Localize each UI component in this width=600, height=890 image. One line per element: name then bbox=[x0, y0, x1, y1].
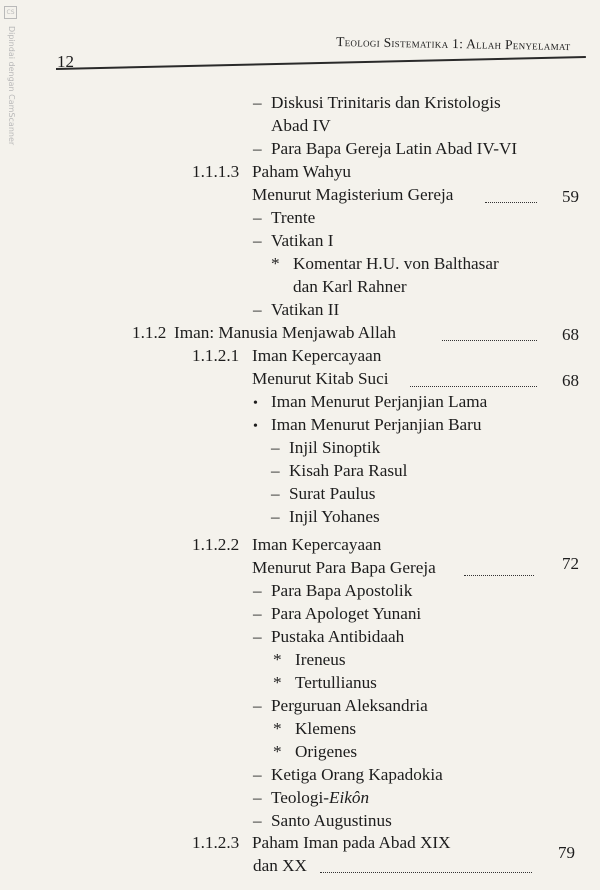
toc-entry-text: Para Apologet Yunani bbox=[271, 604, 422, 623]
toc-entry-text: Iman: Manusia Menjawab Allah bbox=[174, 323, 396, 342]
toc-entry-text: Iman Menurut Perjanjian Baru bbox=[271, 415, 482, 434]
toc-entry bbox=[253, 580, 412, 602]
toc-entry bbox=[253, 391, 487, 415]
toc-entry bbox=[253, 855, 307, 877]
toc-entry bbox=[253, 695, 428, 717]
toc-entry-text: Abad IV bbox=[271, 116, 331, 135]
toc-entry-text: Injil Yohanes bbox=[289, 507, 380, 526]
toc-entry-text: Para Bapa Apostolik bbox=[271, 581, 413, 600]
dash-marker: – bbox=[253, 139, 262, 158]
toc-heading bbox=[132, 322, 396, 344]
toc-entry bbox=[271, 506, 380, 528]
toc-entry bbox=[253, 414, 482, 438]
toc-entry-text: dan XX bbox=[253, 856, 307, 875]
toc-entry-text: Menurut Para Bapa Gereja bbox=[252, 558, 436, 577]
toc-heading bbox=[192, 534, 381, 556]
toc-entry-text: Teologi- bbox=[271, 788, 329, 807]
toc-entry bbox=[253, 764, 443, 786]
toc-entry bbox=[253, 603, 421, 625]
toc-entry-text: Pustaka Antibidaah bbox=[271, 627, 405, 646]
toc-page-number: 79 bbox=[558, 843, 575, 862]
toc-entry bbox=[253, 810, 392, 832]
dash-marker: – bbox=[271, 484, 280, 503]
scanner-text: Dipindai dengan CamScanner bbox=[7, 26, 16, 146]
toc-entry-text: Iman Menurut Perjanjian Lama bbox=[271, 392, 488, 411]
toc-entry-text: Trente bbox=[271, 208, 316, 227]
toc-page-number: 68 bbox=[562, 371, 579, 390]
dash-marker: – bbox=[253, 627, 262, 646]
toc-entry-text: Perguruan Aleksandria bbox=[271, 696, 428, 715]
toc-entry bbox=[252, 557, 436, 579]
dot-leader bbox=[442, 339, 537, 341]
dot-leader bbox=[320, 871, 532, 873]
toc-entry-text: Paham Wahyu bbox=[252, 162, 352, 181]
dash-marker: – bbox=[271, 461, 280, 480]
dash-marker: – bbox=[253, 208, 262, 227]
toc-entry bbox=[271, 253, 499, 275]
toc-heading bbox=[192, 832, 451, 854]
toc-entry-text: Paham Iman pada Abad XIX bbox=[252, 833, 451, 852]
running-header: Teologi Sistematika 1: Allah Penyelamat bbox=[336, 34, 571, 54]
toc-entry bbox=[271, 115, 331, 137]
toc-entry bbox=[273, 672, 377, 694]
dash-marker: – bbox=[253, 300, 262, 319]
toc-page-number: 59 bbox=[562, 187, 579, 206]
toc-entry-text: Para Bapa Gereja Latin Abad IV-VI bbox=[271, 139, 518, 158]
scanner-watermark bbox=[4, 6, 18, 176]
dash-marker: – bbox=[253, 788, 262, 807]
toc-entry bbox=[253, 207, 315, 229]
toc-entry-text: Diskusi Trinitaris dan Kristologis bbox=[271, 93, 501, 112]
toc-entry-text: Vatikan II bbox=[271, 300, 340, 319]
dash-marker: – bbox=[253, 93, 262, 112]
dot-leader bbox=[485, 201, 537, 203]
dash-marker: – bbox=[253, 604, 262, 623]
toc-entry-text: Komentar H.U. von Balthasar bbox=[293, 254, 499, 273]
toc-number: 1.1.2.3 bbox=[192, 833, 240, 852]
toc-number: 1.1.2.2 bbox=[192, 535, 240, 554]
star-marker: * bbox=[273, 742, 282, 761]
toc-page-number: 72 bbox=[562, 554, 579, 573]
dot-leader bbox=[410, 385, 537, 387]
dash-marker: – bbox=[253, 231, 262, 250]
star-marker: * bbox=[273, 650, 282, 669]
toc-entry bbox=[253, 626, 404, 648]
star-marker: * bbox=[273, 673, 282, 692]
toc-entry bbox=[252, 184, 453, 206]
toc-entry bbox=[253, 299, 339, 321]
toc-entry bbox=[273, 741, 357, 763]
scanner-badge: CS bbox=[4, 6, 17, 19]
dot-leader bbox=[464, 574, 534, 576]
toc-entry-text: Menurut Magisterium Gereja bbox=[252, 185, 454, 204]
toc-entry-text: Surat Paulus bbox=[289, 484, 376, 503]
toc-entry bbox=[252, 368, 389, 390]
toc-entry-text: Kisah Para Rasul bbox=[289, 461, 408, 480]
toc-entry-text: Menurut Kitab Suci bbox=[252, 369, 389, 388]
toc-entry bbox=[293, 276, 407, 298]
toc-page-number: 68 bbox=[562, 325, 579, 344]
toc-entry-text: Iman Kepercayaan bbox=[252, 346, 382, 365]
toc-heading bbox=[192, 345, 381, 367]
dash-marker: – bbox=[271, 438, 280, 457]
toc-entry-text: Santo Augustinus bbox=[271, 811, 392, 830]
toc-entry bbox=[253, 138, 517, 160]
toc-entry bbox=[271, 483, 375, 505]
toc-entry bbox=[253, 787, 369, 809]
bullet-marker: • bbox=[253, 419, 258, 434]
page-number: 12 bbox=[57, 52, 74, 71]
toc-number: 1.1.2 bbox=[132, 323, 167, 342]
toc-entry-text: Iman Kepercayaan bbox=[252, 535, 382, 554]
toc-entry-text: Ketiga Orang Kapadokia bbox=[271, 765, 443, 784]
dash-marker: – bbox=[253, 811, 262, 830]
toc-entry-text: Vatikan I bbox=[271, 231, 334, 250]
dash-marker: – bbox=[253, 696, 262, 715]
dash-marker: – bbox=[253, 765, 262, 784]
toc-entry bbox=[253, 92, 501, 114]
bullet-marker: • bbox=[253, 396, 258, 411]
toc-entry bbox=[271, 437, 380, 459]
toc-number: 1.1.2.1 bbox=[192, 346, 240, 365]
toc-entry-text: Klemens bbox=[295, 719, 357, 738]
toc-entry-text: Tertullianus bbox=[295, 673, 377, 692]
toc-entry-italic: Eikôn bbox=[328, 788, 370, 807]
toc-entry bbox=[273, 718, 356, 740]
toc-entry-text: dan Karl Rahner bbox=[293, 277, 407, 296]
toc-heading bbox=[192, 161, 351, 183]
header-rule bbox=[56, 56, 586, 70]
dash-marker: – bbox=[271, 507, 280, 526]
star-marker: * bbox=[273, 719, 282, 738]
toc-entry-text: Ireneus bbox=[295, 650, 346, 669]
star-marker: * bbox=[271, 254, 280, 273]
toc-entry bbox=[271, 460, 407, 482]
toc-entry-text: Origenes bbox=[295, 742, 358, 761]
toc-entry bbox=[253, 230, 334, 252]
toc-entry-text: Injil Sinoptik bbox=[289, 438, 381, 457]
dash-marker: – bbox=[253, 581, 262, 600]
toc-number: 1.1.1.3 bbox=[192, 162, 240, 181]
toc-entry bbox=[273, 649, 346, 671]
